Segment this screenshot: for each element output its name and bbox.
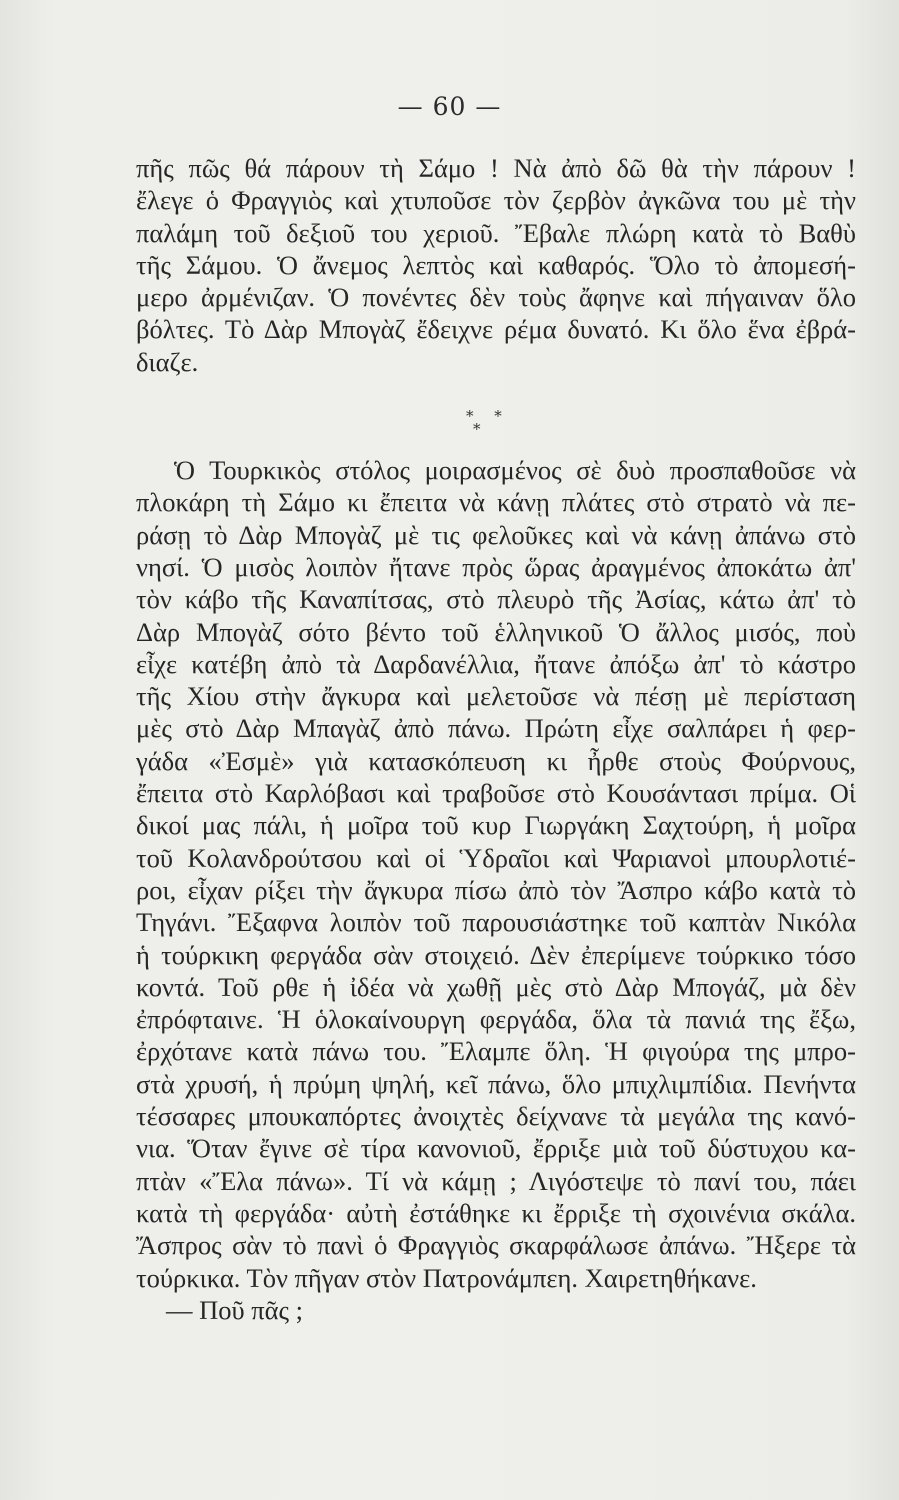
text-line: κοντά. Τοῦ ρθε ἡ ἰδέα νὰ χωθῇ μὲς στὸ Δὰρ Μπογάζ, μὰ δὲν: [136, 971, 856, 1002]
separator-bottom-row: *: [473, 420, 481, 439]
text-line: νησί. Ὁ μισὸς λοιπὸν ἤτανε πρὸς ὥρας ἀραγμένος ἀποκάτω ἀπ': [136, 551, 856, 582]
text-line: μὲς στὸ Δὰρ Μπαγὰζ ἀπὸ πάνω. Πρώτη εἶχε σαλπάρει ἡ φερ-: [136, 713, 856, 744]
text-line: Τηγάνι. Ἔξαφνα λοιπὸν τοῦ παρουσιάστηκε τοῦ καπτὰν Νικόλα: [136, 907, 856, 938]
body-text: [136, 152, 856, 1326]
text-line: πτὰν «Ἔλα πάνω». Τί νὰ κάμῃ ; Λιγόστεψε τὸ πανί του, πάει: [136, 1165, 856, 1196]
text-line: κατὰ τὴ φεργάδα· αὐτὴ ἐστάθηκε κι ἔρριξε τὴ σχοινένια σκάλα.: [136, 1197, 856, 1228]
text-line: τούρκικα. Τὸν πῆγαν στὸν Πατρονάμπεη. Χαιρετηθήκανε.: [136, 1262, 757, 1293]
text-line: νια. Ὅταν ἔγινε σὲ τίρα κανονιοῦ, ἔρριξε μιὰ τοῦ δύστυχου κα-: [136, 1133, 856, 1164]
text-line: ἐπρόφταινε. Ἡ ὁλοκαίνουργη φεργάδα, ὅλα τὰ πανιά της ἔξω,: [136, 1004, 856, 1035]
text-line: ἔλεγε ὁ Φραγγιὸς καὶ χτυποῦσε τὸν ζερβὸν ἀγκῶνα του μὲ τὴν: [136, 185, 856, 216]
text-line: τῆς Χίου στὴν ἄγκυρα καὶ μελετοῦσε νὰ πέσῃ μὲ περίσταση: [136, 681, 856, 712]
text-line: τέσσαρες μπουκαπόρτες ἀνοιχτὲς δείχνανε τὰ μεγάλα της κανό-: [136, 1101, 856, 1132]
text-line: βόλτες. Τὸ Δὰρ Μπογὰζ ἔδειχνε ρέμα δυνατό. Κι ὅλο ἕνα ἐβρά-: [136, 314, 856, 345]
text-line: ἡ τούρκικη φεργάδα σὰν στοιχειό. Δὲν ἐπερίμενε τούρκικο τόσο: [136, 939, 856, 970]
text-line: μερο ἀρμένιζαν. Ὁ πονέντες δὲν τοὺς ἄφηνε καὶ πήγαιναν ὅλο: [136, 282, 856, 313]
paragraph-2: [136, 454, 856, 1294]
text-line: τοῦ Κολανδρούτσου καὶ οἱ Ὑδραῖοι καὶ Ψαριανοὶ μπουρλοτιέ-: [136, 842, 856, 873]
text-line: παλάμη τοῦ δεξιοῦ του χεριοῦ. Ἔβαλε πλώρη κατὰ τὸ Βαθὺ: [136, 217, 856, 248]
separator-top-row: * *: [466, 407, 510, 426]
text-line: γάδα «Ἐσμὲ» γιὰ κατασκόπευση κι ἦρθε στοὺς Φούρνους,: [136, 745, 856, 776]
text-line: τῆς Σάμου. Ὁ ἄνεμος λεπτὸς καὶ καθαρός. Ὅλο τὸ ἀπομεσή-: [136, 249, 856, 280]
page-number: — 60 —: [397, 92, 502, 121]
text-line: Δὰρ Μπογὰζ σότο βέντο τοῦ ἑλληνικοῦ Ὁ ἄλλος μισός, ποὺ: [136, 616, 856, 647]
dialogue-line: — Ποῦ πᾶς ;: [166, 1294, 304, 1325]
text-line: εἶχε κατέβη ἀπὸ τὰ Δαρδανέλλια, ἤτανε ἀπόξω ἀπ' τὸ κάστρο: [136, 648, 856, 679]
paragraph-1: [136, 152, 856, 378]
text-line: Ὁ Τουρκικὸς στόλος μοιρασμένος σὲ δυὸ προσπαθοῦσε νὰ: [174, 455, 856, 486]
text-line: στὰ χρυσή, ἡ πρύμη ψηλή, κεῖ πάνω, ὅλο μπιχλιμπίδια. Πενήντα: [136, 1068, 856, 1099]
section-separator: [136, 378, 856, 450]
text-line: ράσῃ τὸ Δὰρ Μπογὰζ μὲ τις φελοῦκες καὶ νὰ κάνῃ ἀπάνω στὸ: [136, 519, 856, 550]
text-line: τὸν κάβο τῆς Καναπίτσας, στὸ πλευρὸ τῆς Ἀσίας, κάτω ἀπ' τὸ: [136, 584, 856, 615]
text-line: δικοί μας πάλι, ἡ μοῖρα τοῦ κυρ Γιωργάκη Σαχτούρη, ἡ μοῖρα: [136, 810, 856, 841]
text-line: ροι, εἶχαν ρίξει τὴν ἄγκυρα πίσω ἀπὸ τὸν Ἄσπρο κάβο κατὰ τὸ: [136, 874, 856, 905]
text-line: Ἄσπρος σὰν τὸ πανὶ ὁ Φραγγιὸς σκαρφάλωσε ἀπάνω. Ἤξερε τὰ: [136, 1230, 856, 1261]
text-line: ἐρχότανε κατὰ πάνω του. Ἔλαμπε ὅλη. Ἡ φιγούρα της μπρο-: [136, 1036, 856, 1067]
text-line: ἔπειτα στὸ Καρλόβασι καὶ τραβοῦσε στὸ Κουσάντασι πρίμα. Οἱ: [136, 778, 856, 809]
text-line: πῆς πῶς θά πάρουν τὴ Σάμο ! Νὰ ἀπὸ δῶ θὰ τὴν πάρουν !: [136, 153, 856, 183]
text-line: διαζε.: [136, 346, 199, 377]
text-line: πλοκάρη τὴ Σάμο κι ἔπειτα νὰ κάνῃ πλάτες στὸ στρατὸ νὰ πε-: [136, 487, 856, 518]
